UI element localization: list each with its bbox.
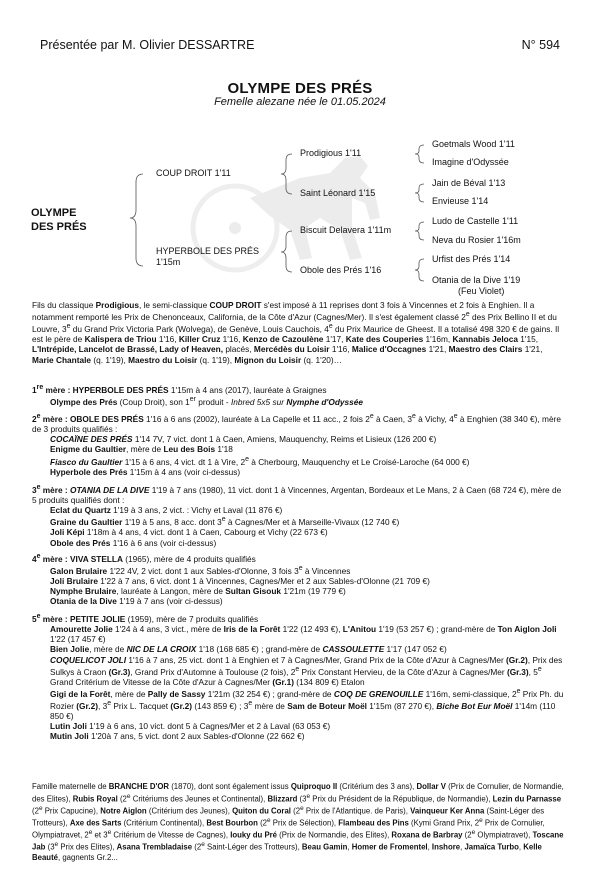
pedigree-dam: HYPERBOLE DES PRÉS 1'15m <box>156 246 260 267</box>
pedigree-sds: Jain de Béval 1'13 <box>432 178 506 188</box>
pedigree-dss: Ludo de Castelle 1'11 <box>432 216 519 226</box>
second-dam-section: 2e mère : OBOLE DES PRÉS 1'16 à 6 ans (2002), lauréate à La Capelle et 11 acc., 2 fois 2e à Caen, 3e à Vichy, 4e à Enghien (38 340 €), mère de 3 produits qualifiés : COCAÏNE DES PRÉS 1'14 7V, 7 vict. dont 1 à Caen, Amiens, Mauquenchy, Reims et Lisieux (126 200 €) Enigme du Gaultier, mère de Leu des Bois 1'18 Fiasco du Gaultier 1'15 à 6 ans, 4 vict. dt 1 à Vire, 2e à Cherbourg, Mauquenchy et Le Croisé-Laroche (64 000 €) Hyperbole des Prés 1'15m à 4 ans (voir ci-dessus) <box>32 413 561 477</box>
pedigree-sire-sire: Prodigious 1'11 <box>300 148 362 158</box>
pedigree-dsd: Neva du Rosier 1'16m <box>432 235 521 245</box>
fifth-dam-section: 5e mère : PETITE JOLIE (1959), mère de 7 produits qualifiés Amourette Jolie 1'24 à 4 ans, 3 vict., mère de Iris de la Forêt 1'22 (12 493 €), L'Anitou 1'19 (53 257 €) ; grand-mère de Ton Aiglon Joli 1'22 (17 457 €) Bien Jolie, mère de NIC DE LA CROIX 1'18 (168 685 €) ; grand-mère de CASSOULETTE 1'17 (147 052 €) COQUELICOT JOLI 1'16 à 7 ans, 25 vict. dont 1 à Enghien et 7 à Cagnes/Mer, Grand Prix de la Côte d'Azur à Cagnes/Mer (Gr.2), Prix des Sulkys à Craon (Gr.3), Grand Prix d'Automne à Toulouse (2 fois), 2e Prix Constant Hervieu, de la Côte d'Azur à Cagnes/Mer (Gr.3), 5e Grand Critérium de Vitesse de la Côte d'Azur à Cagnes/Mer (Gr.1) (134 809 €) Etalon Gigi de la Forêt, mère de Pally de Sassy 1'21m (32 254 €) ; grand-mère de COQ DE GRENOUILLE 1'16m, semi-classique, 2e Prix Ph. du Rozier (Gr.2), 3e Prix L. Tacquet (Gr.2) (143 859 €) ; 3e mère de Sam de Boteur Moël 1'15m (87 270 €), Biche Bot Eur Moël 1'14m (110 850 €) Lutin Joli 1'19 à 6 ans, 10 vict. dont 5 à Cagnes/Mer et 2 à Laval (63 053 €) Mutin Joli 1'20à 7 ans, 5 vict. dont 2 aux Sables-d'Olonne (22 662 €) <box>32 613 564 742</box>
pedigree-sire-dam: Saint Léonard 1'15 <box>300 188 376 198</box>
horse-description: Femelle alezane née le 01.05.2024 <box>214 96 386 108</box>
first-dam-section: 1re mère : HYPERBOLE DES PRÉS 1'15m à 4 ans (2017), lauréate à Graignes Olympe des Prés (Coup Droit), son 1er produit - Inbred 5x5 sur Nymphe d'Odyssée <box>32 384 363 407</box>
pedigree-dam-sire: Biscuit Delavera 1'11m <box>300 225 392 235</box>
horse-title: OLYMPE DES PRÉS <box>227 80 373 97</box>
pedigree-horse-name: OLYMPE DES PRÉS <box>31 207 87 233</box>
third-dam-section: 3e mère : OTANIA DE LA DIVE 1'19 à 7 ans (1980), 11 vict. dont 1 à Vincennes, Argentan, Bordeaux et Le Mans, 2 à Caen (68 724 €), mère de 5 produits qualifiés dont : Eclat du Quartz 1'19 à 3 ans, 2 vict. : Vichy et Laval (11 876 €) Graine du Gaultier 1'19 à 5 ans, 8 acc. dont 3e à Cagnes/Mer et à Marseille-Vivaux (12 740 €) Joli Képi 1'18m à 4 ans, 4 vict. dont 1 à Caen, Cabourg et Vichy (22 673 €) Obole des Prés 1'16 à 6 ans (voir ci-dessus) <box>32 484 562 548</box>
pedigree-sss: Goetmals Wood 1'11 <box>432 139 515 149</box>
pedigree-dds: Urfist des Prés 1'14 <box>432 254 511 264</box>
pedigree-ddd: Otania de la Dive 1'19 (Feu Violet) <box>432 275 521 296</box>
lot-number: N° 594 <box>521 38 560 52</box>
pedigree-sdd: Envieuse 1'14 <box>432 196 489 206</box>
fourth-dam-section: 4e mère : VIVA STELLA (1965), mère de 4 produits qualifiés Galon Brulaire 1'22 4V, 2 vict. dont 1 aux Sables-d'Olonne, 3 fois 3e à Vincennes Joli Brulaire 1'22 à 7 ans, 6 vict. dont 1 à Vincennes, Cagnes/Mer et 2 aux Sables-d'Olonne (21 709 €) Nymphe Brulaire, lauréate à Langon, mère de Sultan Gisouk 1'21m (19 779 €) Otania de la Dive 1'19 à 7 ans (voir ci-dessus) <box>32 553 430 607</box>
pedigree-sire: COUP DROIT 1'11 <box>156 168 231 178</box>
family-paragraph: Famille maternelle de BRANCHE D'OR (1870), dont sont également issus Quiproquo II (Critérium des 3 ans), Dollar V (Prix de Cornulier, de Normandie, des Elites), Rubis Royal (2e Critériums des Jeunes et Continental), Blizzard (3e Prix du Président de la République, de Normandie), Lezin du Parnasse (2e Prix Capucine), Notre Aiglon (Critérium des Jeunes), Quiton du Coral (2e Prix de l'Atlantique. de Paris), Vainqueur Ker Anna (Saint-Léger des Trotteurs), Axe des Sarts (Critérium Continental), Best Bourbon (2e Prix de Sélection), Flambeau des Pins (Kymi Grand Prix, 2e Prix de Cornulier, Olympiatravet, 2e et 3e Critérium de Vitesse de Cagnes), Iouky du Pré (Prix de Normandie, des Elites), Roxana de Barbray (2e Olympiatravet), Toscane Jab (3e Prix des Elites), Asana Trembladaise (2e Saint-Léger des Trotteurs), Beau Gamin, Homer de Fromentel, Inshore, Jamaïca Turbo, Kelle Beauté, gagnents Gr.2... <box>32 782 564 862</box>
pedigree-ssd: Imagine d'Odyssée <box>432 157 509 167</box>
pedigree-dam-dam: Obole des Prés 1'16 <box>300 265 382 275</box>
presenter-line: Présentée par M. Olivier DESSARTRE <box>40 38 255 52</box>
sire-intro-paragraph: Fils du classique Prodigious, le semi-classique COUP DROIT s'est imposé à 11 reprises dont 3 fois à Vincennes et 2 fois à Enghien. Il a notamment remporté les Prix de Chenonceaux, California, de la Côte d'Azur (Cagnes/Mer). Il s'est également classé 2e des Prix Bellino II et du Louvre, 3e du Grand Prix Victoria Park (Wolvega), de Genève, Louis Cauchois, 4e du Prix Maurice de Gheest. Il a totalisé 498 320 € de gains. Il est le père de Kalispera de Triou 1'16, Killer Cruz 1'16, Kenzo de Cazoulène 1'17, Kate des Couperies 1'16m, Kannabis Jeloca 1'15, L'Intrépide, Lancelot de Brassé, Lady of Heaven, placés, Mercédès du Loisir 1'16, Malice d'Occagnes 1'21, Maestro des Clairs 1'21, Marie Chantale (q. 1'19), Maestro du Loisir (q. 1'19), Mignon du Loisir (q. 1'20)… <box>32 300 560 365</box>
pedigree-chart <box>0 118 600 294</box>
